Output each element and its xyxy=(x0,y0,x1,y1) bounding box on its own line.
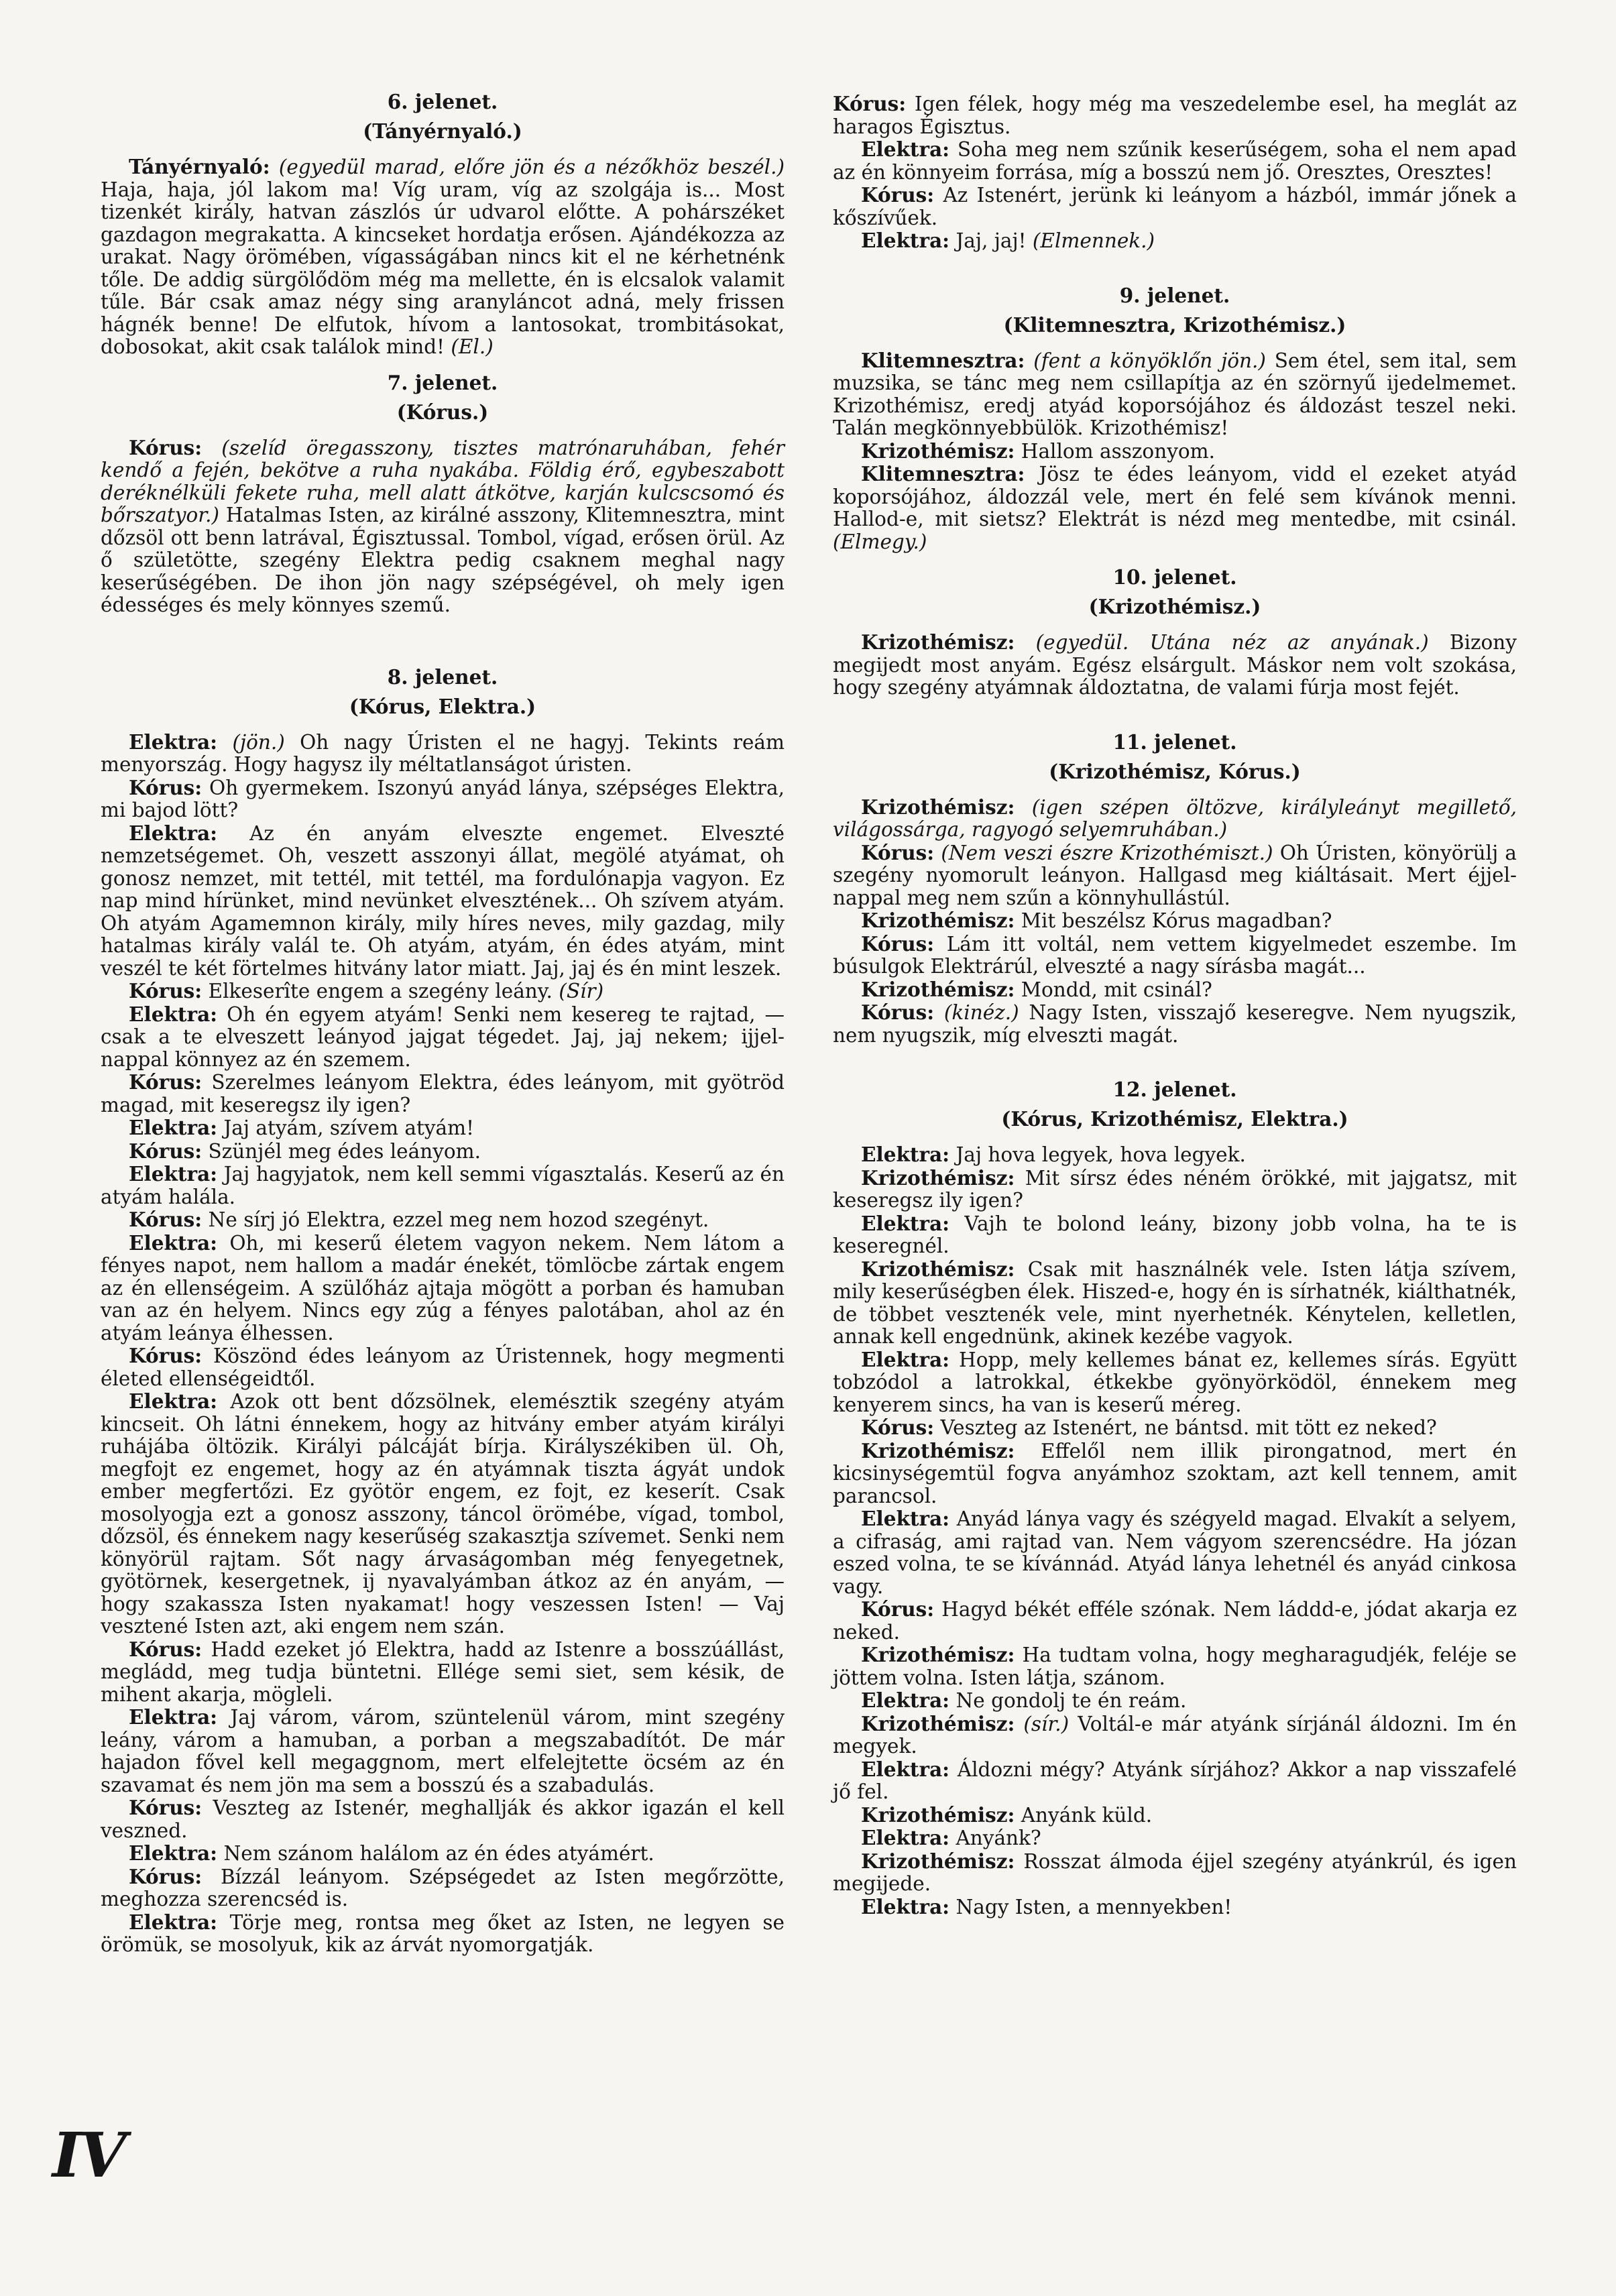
dialogue-line xyxy=(833,1896,1517,1919)
dialogue-line xyxy=(833,1440,1517,1508)
speaker-name: Kórus: xyxy=(833,92,907,115)
dialogue-line xyxy=(101,1911,785,1957)
speech-text: Nagy Isten, a mennyekben! xyxy=(956,1895,1232,1918)
speaker-name: Elektra: xyxy=(129,1162,218,1186)
speaker-name: Elektra: xyxy=(861,1894,950,1918)
speech-text: Jaj hagyjatok, nem kell semmi vígasztalás. Keserű az én atyám halála. xyxy=(101,1163,785,1208)
speaker-name: Elektra: xyxy=(129,1230,218,1255)
dialogue-line xyxy=(101,731,785,777)
dialogue-line xyxy=(833,93,1517,138)
speech-text: Vajh te bolond leány, bizony jobb volna, ha te is keseregnél. xyxy=(833,1212,1517,1257)
speech-text: Anyánk küld. xyxy=(1021,1803,1153,1827)
speech-text: Anyánk? xyxy=(956,1827,1041,1849)
spacer xyxy=(833,340,1517,349)
scene-heading: 7. jelenet. xyxy=(387,370,498,394)
speech-text: Mondd, mit csinál? xyxy=(1021,978,1212,1001)
speaker-name: Kórus: xyxy=(129,1637,203,1661)
dialogue-line xyxy=(101,777,785,822)
spacer xyxy=(833,1134,1517,1143)
dialogue-line xyxy=(101,1232,785,1345)
speech-text: Áldozni mégy? Atyánk sírjához? Akkor a nap visszafelé jő fel. xyxy=(833,1758,1517,1803)
scene-heading: 8. jelenet. xyxy=(387,665,498,689)
speech-text: Jösz te édes leányom, vidd el ezeket atyád koporsójához, áldozzál vele, mert én felé sem kívánok menni. Hallod-e, mit sietsz? Elektrát is nézd meg mentedbe, mit csinál. xyxy=(833,463,1517,530)
speaker-name: Elektra: xyxy=(861,1507,950,1530)
scene-heading: (Kórus, Elektra.) xyxy=(349,694,536,718)
dialogue-line xyxy=(833,933,1517,978)
speech-text: Effelől nem illik pirongatnod, mert én kicsinységemtül fogva anyámhoz szoktam, azt kell tennem, amit parancsol. xyxy=(833,1439,1517,1507)
dialogue-line xyxy=(833,349,1517,440)
speaker-name: Kórus: xyxy=(129,1796,203,1819)
dialogue-line xyxy=(833,1689,1517,1713)
speaker-name: Krizothémisz: xyxy=(861,1849,1015,1873)
dialogue-line xyxy=(101,1344,785,1390)
speaker-name: Elektra: xyxy=(129,821,218,845)
spacer xyxy=(833,553,1517,563)
speech-text: Jaj atyám, szívem atyám! xyxy=(223,1116,474,1139)
scene-heading: 12. jelenet. xyxy=(1112,1078,1237,1101)
dialogue-line xyxy=(101,822,785,980)
speech-text: Ne gondolj te én reám. xyxy=(956,1689,1187,1712)
speech-text: Veszteg az Istenér, meghallják és akkor igazán el kell veszned. xyxy=(101,1796,785,1842)
speech-text: Hagyd békét efféle szónak. Nem láddd-e, jódat akarja ez neked. xyxy=(833,1598,1517,1644)
speaker-name: Kórus: xyxy=(129,1139,203,1163)
speech-text: Oh, mi keserű életem vagyon nekem. Nem látom a fényes napot, nem hallom a madár énekét, tömlöcbe zártak engem az én ellenségeim. A szülőház ajtaja mögött a porban és hamuban van az én helyem. Nincs egy zúg a fényes palotában, ahol az én atyám leánya élhessen. xyxy=(101,1231,785,1344)
dialogue-line xyxy=(833,796,1517,842)
speaker-name: Elektra: xyxy=(861,1347,950,1371)
speech-text: Oh nagy Úristen el ne hagyj. Tekints reám menyország. Hogy hagysz ily méltatlanságot úristen. xyxy=(101,730,785,776)
scene-heading: (Krizothémisz, Kórus.) xyxy=(1049,759,1301,783)
stage-direction: (egyedül. Utána néz az anyának.) xyxy=(1035,631,1429,654)
dialogue-line xyxy=(833,631,1517,699)
speech-text: Soha meg nem szűnik keserűségem, soha el nem apad az én könnyeim forrása, míg a bosszú nem jő. Oresztes, Oresztes! xyxy=(833,138,1517,184)
speech-text: Szerelmes leányom Elektra, édes leányom, mit gyötröd magad, mit keseregsz ily igen? xyxy=(101,1071,785,1116)
scene-heading: (Tányérnyaló.) xyxy=(363,119,522,143)
speech-text: Szünjél meg édes leányom. xyxy=(208,1139,481,1163)
dialogue-line xyxy=(833,1644,1517,1689)
stage-direction: (Elmennek.) xyxy=(1032,229,1155,252)
speech-text: Az Istenért, jerünk ki leányom a házból, immár jőnek a kőszívűek. xyxy=(833,184,1517,229)
speaker-name: Elektra: xyxy=(861,1688,950,1712)
spacer xyxy=(101,427,785,437)
speech-text: Oh Úristen, könyörülj a szegény nyomorult leányon. Hallgasd meg kiáltásait. Mert éjjel-nappal meg nem szűn a könnyhullástúl. xyxy=(833,841,1517,909)
speech-text: Jaj várom, várom, szüntelenül várom, mint szegény leány, várom a hamuban, a porban a megszabadítót. De már hajadon fővel kell megaggnom, mert elfelejtette öcsém az én szavamat és nem jön ma sem a bosszú és a szabadulás. xyxy=(101,1706,785,1796)
speaker-name: Krizothémisz: xyxy=(861,630,1015,654)
dialogue-line xyxy=(833,1212,1517,1258)
speaker-name: Elektra: xyxy=(861,1757,950,1781)
dialogue-line xyxy=(833,978,1517,1002)
spacer xyxy=(101,146,785,156)
stage-direction: (sír.) xyxy=(1023,1712,1070,1735)
speech-text: Elkeserîte engem a szegény leány. xyxy=(208,980,553,1002)
speech-text: Rosszat álmoda éjjel szegény atyánkrúl, és igen megijede. xyxy=(833,1849,1517,1895)
dialogue-line xyxy=(833,1167,1517,1212)
stage-direction: (fent a könyöklőn jön.) xyxy=(1033,349,1266,372)
scene-heading: (Klitemnesztra, Krizothémisz.) xyxy=(1003,312,1346,337)
scene-heading: (Krizothémisz.) xyxy=(1088,595,1261,618)
speaker-name: Elektra: xyxy=(861,1826,950,1849)
scene-heading: 6. jelenet. xyxy=(387,90,498,113)
speaker-name: Kórus: xyxy=(861,1000,935,1024)
dialogue-line xyxy=(833,1713,1517,1758)
speech-text: Ne sírj jó Elektra, ezzel meg nem hozod szegényt. xyxy=(208,1208,709,1231)
speaker-name: Elektra: xyxy=(129,1841,218,1865)
speaker-name: Kórus: xyxy=(129,435,203,459)
dialogue-line xyxy=(101,437,785,617)
dialogue-line xyxy=(833,1258,1517,1348)
speech-text: Törje meg, rontsa meg őket az Isten, ne legyen se örömük, se mosolyuk, kik az árvát nyomorgatják. xyxy=(101,1910,785,1956)
speaker-name: Elektra: xyxy=(861,137,950,161)
speaker-name: Elektra: xyxy=(861,1143,950,1166)
dialogue-line xyxy=(833,1507,1517,1598)
dialogue-line xyxy=(833,1850,1517,1896)
speech-text: Bizony megijedt most anyám. Egész elsárgult. Máskor nem volt szokása, hogy szegény atyámnak áldoztatna, de valami fúrja most fejét. xyxy=(833,631,1517,699)
speaker-name: Kórus: xyxy=(861,931,935,956)
dialogue-line xyxy=(833,1416,1517,1440)
speaker-name: Kórus: xyxy=(129,775,203,799)
speaker-name: Kórus: xyxy=(129,1864,203,1888)
dialogue-line xyxy=(833,842,1517,910)
scene-heading: 9. jelenet. xyxy=(1119,283,1230,307)
scene-heading: (Kórus, Krizothémisz, Elektra.) xyxy=(1001,1107,1348,1131)
speech-text: Az én anyám elveszte engemet. Elveszté nemzetségemet. Oh, veszett asszonyi állat, megölé atyámat, oh gonosz nemzet, mit tettél, mit tettél, ma fordulónapja vagyon. Ez nap mind hírünket, mind nevünket elvesztének... Oh szívem atyám. Oh atyám Agamemnon király, mily híres neves, mily gazdag, mily hatalmas király valál te. Oh atyám, atyám, én édes atyám, mint veszél te két förtelmes hitvány lator miatt. Jaj, jaj és én mint leszek. xyxy=(101,821,785,980)
dialogue-line xyxy=(101,1796,785,1842)
dialogue-line xyxy=(833,909,1517,933)
speaker-name: Klitemnesztra: xyxy=(861,462,1025,485)
dialogue-line xyxy=(101,156,785,359)
speaker-name: Elektra: xyxy=(861,229,950,252)
speaker-name: Krizothémisz: xyxy=(861,909,1015,932)
speech-text: Csak mit használnék vele. Isten látja szívem, mily keserűségben élek. Hiszed-e, hogy én is sírhatnék, kiálthatnék, de többet vesztenék vele, mint nyerhetnék. Kénytelen, kelletlen, annak kell engednünk, akinek kezébe vagyok. xyxy=(833,1257,1517,1348)
page-number: IV xyxy=(52,2119,124,2191)
speaker-name: Elektra: xyxy=(129,1910,218,1934)
dialogue-line xyxy=(101,1071,785,1116)
scene-heading: 11. jelenet. xyxy=(1112,730,1237,754)
speech-text: Jaj, jaj! xyxy=(956,229,1027,252)
dialogue-line xyxy=(833,1827,1517,1850)
speaker-name: Kórus: xyxy=(129,1070,203,1094)
speaker-name: Elektra: xyxy=(129,730,218,754)
scene-heading: 10. jelenet. xyxy=(1112,565,1237,589)
spacer xyxy=(833,253,1517,281)
dialogue-line xyxy=(101,1003,785,1072)
speech-text: Mit sírsz édes néném örökké, mit jajgatsz, mit keseregsz ily igen? xyxy=(833,1166,1517,1212)
speech-text: Oh gyermekem. Iszonyú anyád lánya, szépséges Elektra, mi bajod lött? xyxy=(101,776,785,821)
dialogue-line xyxy=(101,1706,785,1796)
speaker-name: Krizothémisz: xyxy=(861,1711,1015,1735)
dialogue-line xyxy=(833,440,1517,463)
speaker-name: Krizothémisz: xyxy=(861,795,1015,819)
speaker-name: Krizothémisz: xyxy=(861,439,1015,463)
speech-text: Haja, haja, jól lakom ma! Víg uram, víg az szolgája is... Most tizenkét király, hatvan zászlós úr udvarol előtte. A pohárszéket gazdagon megrakatta. A kincseket hordatja erősen. Ajándékozza az urakat. Nagy örömében, vígasságában nincs kit el ne kérhetnénk tőle. De addig sürgölődöm még ma mellette, én is elcsalok valamit tűle. Bár csak amaz négy sing aranyláncot adná, mely frissen hágnék benne! De elfutok, hívom a lantosokat, trombitásokat, dobosokat, akit csak találok mind! xyxy=(101,178,785,358)
stage-direction: (szelíd öregasszony, tisztes matrónaruhában, fehér kendő a fején, bekötve a ruha nyakába. Földig érő, egybeszabott deréknélküli fekete ruha, mell alatt átkötve, karján kulcscsomó és bőrszatyor.) xyxy=(101,436,785,526)
dialogue-line xyxy=(833,1804,1517,1827)
dialogue-line xyxy=(101,1638,785,1707)
dialogue-line xyxy=(833,1001,1517,1047)
speaker-name: Kórus: xyxy=(861,1416,935,1439)
speech-text: Nem szánom halálom az én édes atyámért. xyxy=(223,1842,654,1865)
dialogue-line xyxy=(101,1842,785,1866)
spacer xyxy=(101,722,785,731)
speech-text: Lám itt voltál, nem vettem kigyelmedet eszembe. Im búsulgok Elektrárúl, elveszté a nagy sírásba magát... xyxy=(833,932,1517,978)
speech-text: Hadd ezeket jó Elektra, hadd az Istenre a bosszúállást, megládd, meg tudja büntetni. Ellége semi siet, sem késik, de mihent akarja, mögleli. xyxy=(101,1638,785,1706)
dialogue-line xyxy=(101,1163,785,1208)
dialogue-line xyxy=(833,1598,1517,1644)
speaker-name: Elektra: xyxy=(129,1002,218,1026)
speech-text: Azok ott bent dőzsölnek, elemésztik szegény atyám kincseit. Oh látni énnekem, hogy az hitvány ember atyám királyi ruhájába öltözik. Királyi pálcáját bírja. Királyszékiben ül. Oh, megfojt ez engemet, hogy az én atyámnak tiszta ágyát undok ember megfertőzi. Ez gyötör engem, ez fojt, ez keserít. Csak mosolyogja ezt a gonosz asszony, táncol örömébe, vígad, tombol, dőzsöl, és énnekem nagy keserűség szakasztja szívemet. Senki nem könyörül rajtam. Sőt nagy árvaságomban még fenyegetnek, gyötörnek, kesergetnek, ij nyavalyámban átkoz az én anyám, — hogy szakassza Isten nyakamat! hogy veszessen Isten! — Vaj vesztené Isten azt, aki engem nem szán. xyxy=(101,1390,785,1638)
dialogue-line xyxy=(833,229,1517,253)
dialogue-line xyxy=(833,1143,1517,1167)
speaker-name: Krizothémisz: xyxy=(861,1802,1015,1827)
dialogue-line xyxy=(101,980,785,1003)
dialogue-line xyxy=(833,1758,1517,1804)
speaker-name: Klitemnesztra: xyxy=(861,348,1025,372)
stage-direction: (igen szépen öltözve, királyleányt megillető, világossárga, ragyogó selyemruhában.) xyxy=(833,795,1517,841)
speaker-name: Elektra: xyxy=(129,1389,218,1413)
speech-text: Sem étel, sem ital, sem muzsika, se tánc meg nem csillapítja az én szörnyű ijedelmemet. Krizothémisz, eredj atyád koporsójához és áldozást teszel neki. Talán megkönnyebbülök. Krizothémisz! xyxy=(833,349,1517,439)
speech-text: Igen félek, hogy még ma veszedelembe esel, ha meglát az haragos Égisztus. xyxy=(833,93,1517,138)
dialogue-line xyxy=(833,463,1517,553)
speech-text: Mit beszélsz Kórus magadban? xyxy=(1021,909,1332,932)
speaker-name: Kórus: xyxy=(129,979,203,1002)
speaker-name: Krizothémisz: xyxy=(861,1643,1015,1666)
speaker-name: Kórus: xyxy=(129,1344,203,1367)
speech-text: Bízzál leányom. Szépségedet az Isten megőrzötte, meghozza szerencséd is. xyxy=(101,1865,785,1910)
spacer xyxy=(833,1047,1517,1075)
spacer xyxy=(101,359,785,368)
speech-text: Hatalmas Isten, az királné asszony, Klitemnesztra, mint dőzsöl ott benn latrával, Égisztussal. Tombol, vígad, erősen örül. Az ő születötte, szegény Elektra pedig csaknem meghal nagy keserűségében. De ihon jön nagy szépségével, oh mely igen édességes és mely könnyes szemű. xyxy=(101,504,785,616)
speech-text: Jaj hova legyek, hova legyek. xyxy=(956,1143,1246,1166)
left-column xyxy=(101,87,785,1957)
speaker-name: Elektra: xyxy=(129,1116,218,1139)
dialogue-line xyxy=(101,1116,785,1140)
speech-text: Nagy Isten, visszajő keseregve. Nem nyugszik, nem nyugszik, míg elveszti magát. xyxy=(833,1001,1517,1047)
right-column xyxy=(833,93,1517,1918)
dialogue-line xyxy=(101,1208,785,1232)
speaker-name: Kórus: xyxy=(129,1208,203,1231)
speaker-name: Kórus: xyxy=(861,1597,935,1621)
speaker-name: Elektra: xyxy=(129,1705,218,1729)
speaker-name: Krizothémisz: xyxy=(861,977,1015,1001)
speaker-name: Krizothémisz: xyxy=(861,1257,1015,1281)
stage-direction: (jön.) xyxy=(232,730,285,754)
dialogue-line xyxy=(101,1866,785,1911)
dialogue-line xyxy=(101,1140,785,1163)
dialogue-line xyxy=(833,1348,1517,1417)
speaker-name: Krizothémisz: xyxy=(861,1165,1015,1190)
stage-direction: (Sír) xyxy=(559,980,604,1002)
speech-text: Veszteg az Istenért, ne bántsd. mit tött ez neked? xyxy=(940,1416,1437,1439)
speaker-name: Kórus: xyxy=(861,840,935,864)
dialogue-line xyxy=(833,184,1517,229)
scene-heading: (Kórus.) xyxy=(396,400,489,424)
speaker-name: Tányérnyaló: xyxy=(129,155,270,178)
spacer xyxy=(833,699,1517,728)
stage-direction: (El.) xyxy=(451,335,494,358)
speech-text: Oh én egyem atyám! Senki nem kesereg te rajtad, — csak a te elveszett leányod jajgat tégedet. Jaj, jaj nekem; ijjel-nappal könnyez az én szemem. xyxy=(101,1002,785,1071)
speech-text: Köszönd édes leányom az Úristennek, hogy megmenti életed ellenségeidtől. xyxy=(101,1344,785,1390)
stage-direction: (kinéz.) xyxy=(943,1001,1019,1024)
spacer xyxy=(101,617,785,663)
stage-direction: (egyedül marad, előre jön és a nézőkhöz beszél.) xyxy=(278,156,785,178)
speech-text: Anyád lánya vagy és szégyeld magad. Elvakít a selyem, a cifraság, ami rajtad van. Nem vágyom szerencsédre. Ha józan eszed volna, te se kívánnád. Atyád lánya lehetnél és anyád cinkosa vagy. xyxy=(833,1507,1517,1598)
dialogue-line xyxy=(833,138,1517,184)
stage-direction: (Elmegy.) xyxy=(833,530,927,553)
speech-text: Hallom asszonyom. xyxy=(1021,439,1215,463)
speech-text: Ha tudtam volna, hogy megharagudjék, feléje se jöttem volna. Isten látja, szánom. xyxy=(833,1644,1517,1689)
spacer xyxy=(833,787,1517,796)
speaker-name: Elektra: xyxy=(861,1211,950,1235)
speaker-name: Kórus: xyxy=(861,183,935,207)
speaker-name: Krizothémisz: xyxy=(861,1438,1015,1462)
speech-text: Voltál-e már atyánk sírjánál áldozni. Im én megyek. xyxy=(833,1712,1517,1758)
spacer xyxy=(833,622,1517,631)
stage-direction: (Nem veszi észre Krizothémiszt.) xyxy=(941,841,1273,864)
speech-text: Hopp, mely kellemes bánat ez, kellemes sírás. Együtt tobzódol a latrokkal, étkekbe gyönyörködöl, énnekem meg kenyerem sincs, ha van is keserű méreg. xyxy=(833,1348,1517,1416)
dialogue-line xyxy=(101,1390,785,1638)
